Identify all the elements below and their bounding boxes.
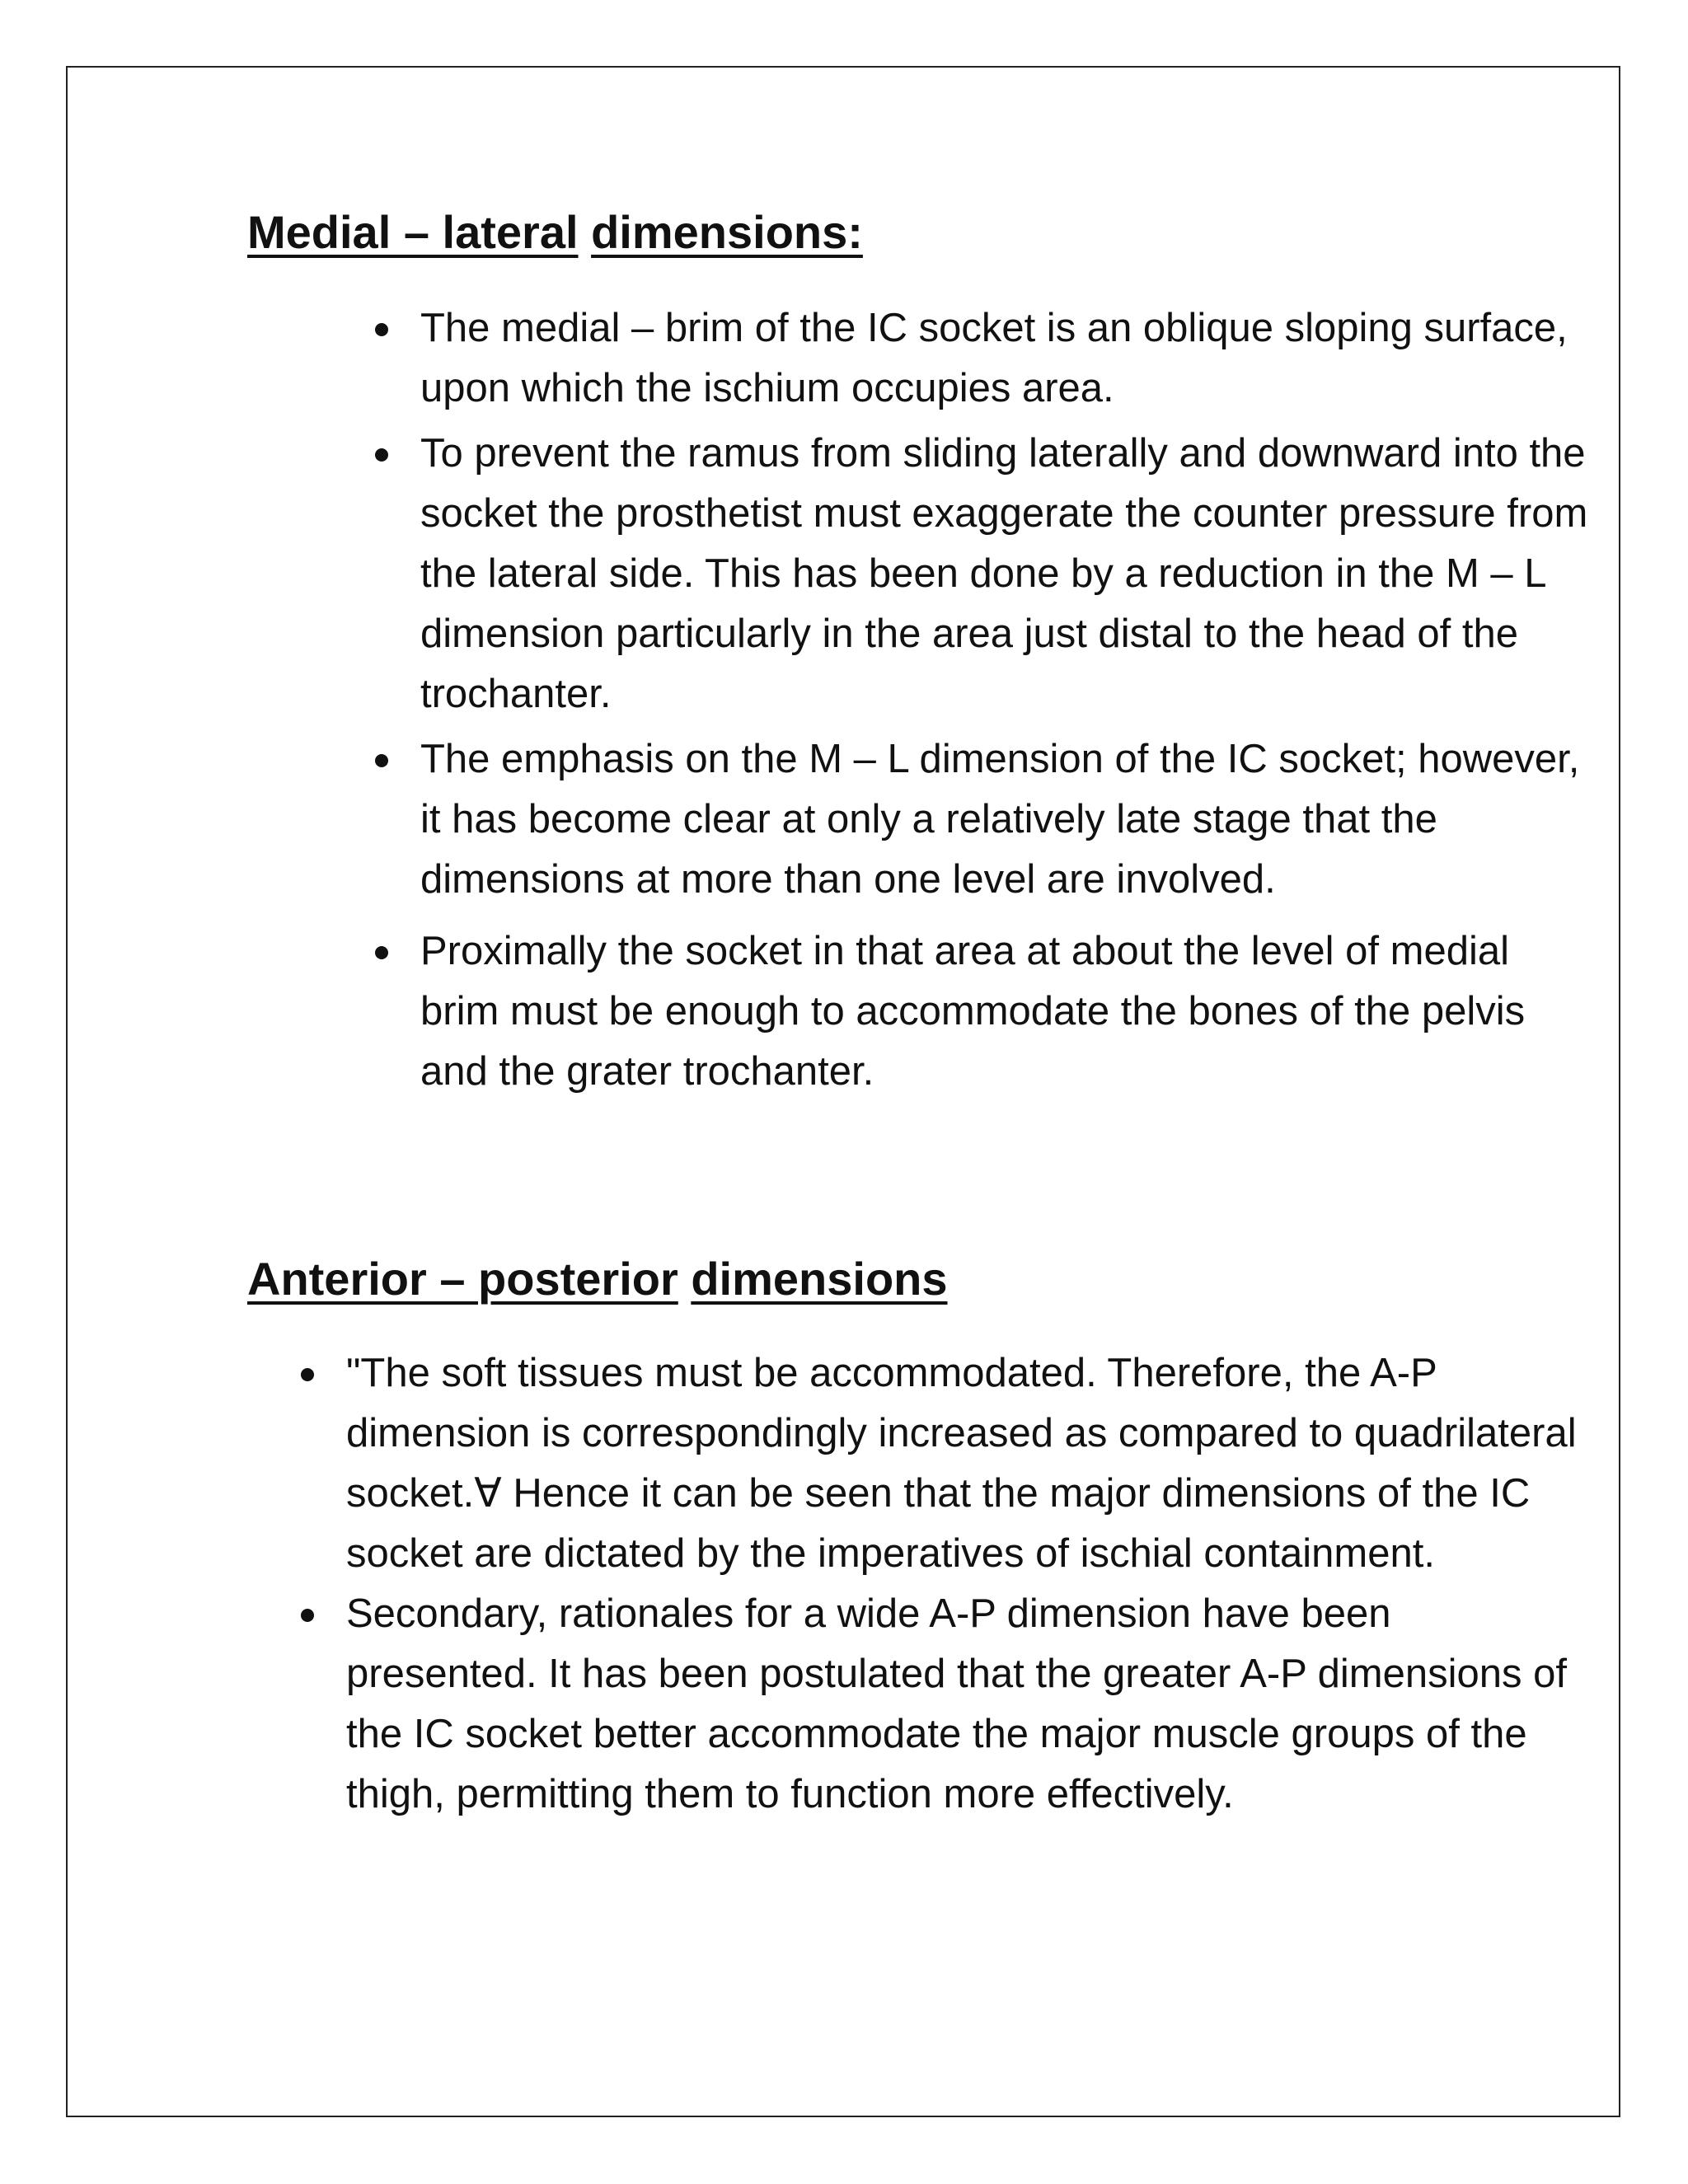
list-item	[420, 298, 1591, 419]
list-item	[346, 1584, 1582, 1825]
list-item-text: The medial – brim of the IC socket is an oblique sloping surface, upon which the ischium occupies area.	[420, 306, 1568, 410]
heading-part: Anterior – posterior	[247, 1253, 678, 1305]
list-item	[420, 921, 1591, 1102]
list-item-text: To prevent the ramus from sliding laterally and downward into the socket the prosthetist must exaggerate the counter pressure from the lateral side. This has been done by a reduction in the M – L dimension particularly in the area just distal to the head of the trochanter.	[420, 431, 1588, 716]
bullet-icon	[375, 448, 388, 462]
bullet-icon	[301, 1609, 314, 1622]
list-item	[420, 729, 1591, 910]
heading-part: dimensions:	[591, 206, 863, 258]
heading-space	[678, 1253, 692, 1305]
list-item	[346, 1343, 1582, 1584]
bullet-icon	[375, 946, 388, 959]
bullet-icon	[375, 323, 388, 336]
list-item-text: Proximally the socket in that area at about the level of medial brim must be enough to accommodate the bones of the pelvis and the grater trochanter.	[420, 929, 1526, 1094]
anterior-posterior-list	[346, 1343, 1582, 1825]
heading-part: dimensions	[691, 1253, 948, 1305]
heading-part: Medial – lateral	[247, 206, 579, 258]
medial-lateral-list	[420, 298, 1591, 1102]
section-heading-anterior-posterior	[247, 1251, 948, 1306]
heading-space	[579, 206, 592, 258]
list-item-text: "The soft tissues must be accommodated. Therefore, the A-P dimension is correspondingly increased as compared to quadrilateral socket.∀ Hence it can be seen that the major dimensions of the IC socket are dictated by the imperatives of ischial containment.	[346, 1351, 1577, 1576]
bullet-icon	[301, 1368, 314, 1381]
list-item-text: Secondary, rationales for a wide A-P dimension have been presented. It has been postulated that the greater A-P dimensions of the IC socket better accommodate the major muscle groups of the thigh, permitting them to function more effectively.	[346, 1591, 1567, 1816]
section-heading-medial-lateral	[247, 204, 863, 260]
list-item	[420, 424, 1591, 724]
bullet-icon	[375, 754, 388, 767]
list-item-text: The emphasis on the M – L dimension of the IC socket; however, it has become clear at only a relatively late stage that the dimensions at more than one level are involved.	[420, 737, 1580, 902]
